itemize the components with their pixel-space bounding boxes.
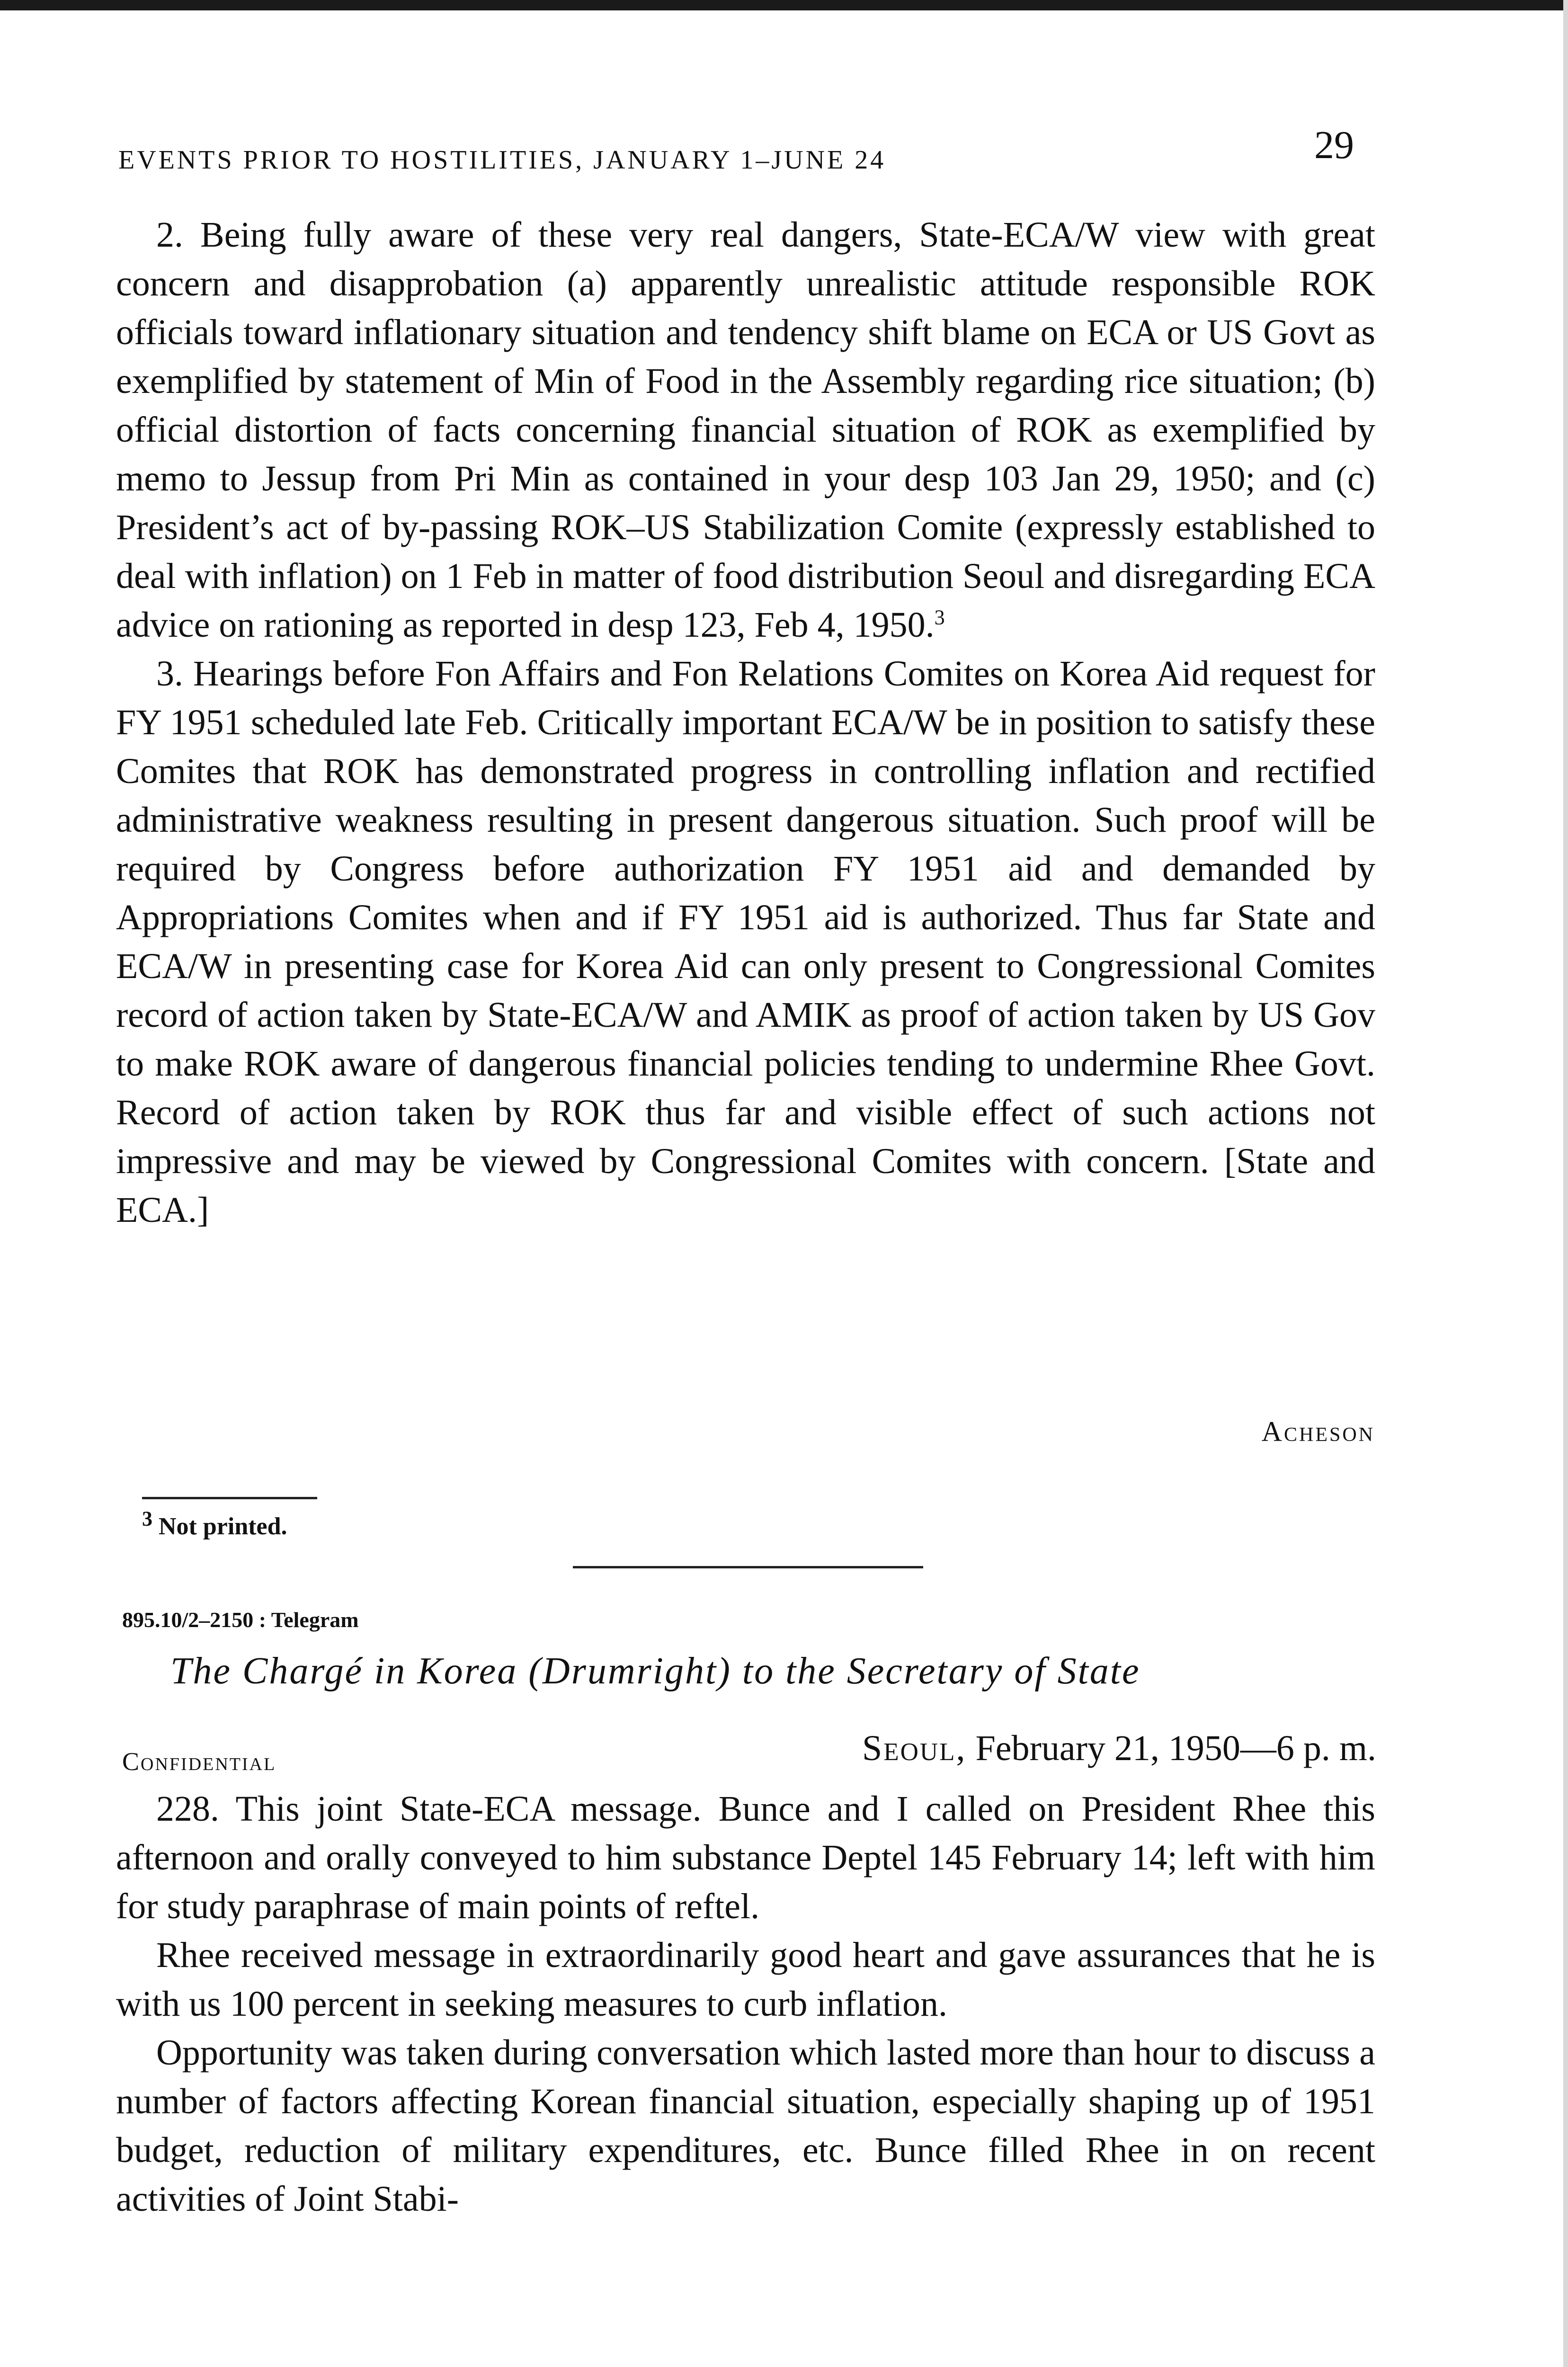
document-heading: The Chargé in Korea (Drumright) to the Secretary of State: [170, 1650, 1140, 1692]
telegram-paragraph-1: 228. This joint State-ECA message. Bunce and I called on President Rhee this afternoon and orally conveyed to him substance Deptel 145 February 14; left with him for study paraphrase of main points of reftel.: [116, 1789, 1375, 1926]
running-head-title: EVENTS PRIOR TO HOSTILITIES, JANUARY 1–JUNE 24: [118, 145, 886, 175]
footnote-mark: 3: [142, 1507, 152, 1531]
scan-right-edge: [1563, 0, 1568, 2367]
dateline-date: February 21, 1950—6 p. m.: [966, 1728, 1376, 1768]
telegram-continuation: [116, 211, 1375, 1235]
telegram-paragraph-3: Opportunity was taken during conversation which lasted more than hour to discuss a number of factors affecting Korean financial situation, especially shaping up of 1951 budget, reduction of military expenditures, etc. Bunce filled Rhee in on recent activities of Joint Stabi-: [116, 2033, 1375, 2219]
paragraph-2-text: 2. Being fully aware of these very real dangers, State-ECA/W view with great concern and disapprobation (a) apparently unrealistic attitude responsible ROK officials toward inflationary situation and tendency shift blame on ECA or US Govt as exemplified by statement of Min of Food in the Assembly regarding rice situation; (b) official distortion of facts concerning financial situation of ROK as exemplified by memo to Jessup from Pri Min as contained in your desp 103 Jan 29, 1950; and (c) President’s act of by-passing ROK–US Stabilization Comite (expressly established to deal with inflation) on 1 Feb in matter of food distribution Seoul and disregarding ECA advice on rationing as reported in desp 123, Feb 4, 1950.: [116, 215, 1375, 645]
classification: Confidential: [122, 1747, 276, 1776]
dateline: [862, 1728, 1376, 1769]
footnote-text: Not printed.: [159, 1513, 287, 1540]
footnote: [142, 1507, 287, 1540]
dateline-place: Seoul,: [862, 1728, 967, 1768]
footnote-reference: 3: [934, 605, 945, 629]
running-head: [118, 122, 1354, 175]
paragraph-2: [116, 211, 1375, 650]
page-number: 29: [1314, 123, 1354, 167]
telegram-body: [116, 1785, 1375, 2224]
footnote-rule: [142, 1497, 317, 1499]
file-reference: 895.10/2–2150 : Telegram: [122, 1608, 359, 1632]
signature: Acheson: [1261, 1416, 1375, 1447]
scan-top-edge: [0, 0, 1568, 10]
document-separator: [573, 1566, 923, 1568]
paragraph-3: 3. Hearings before Fon Affairs and Fon Relations Comites on Korea Aid request for FY 1951 scheduled late Feb. Critically important ECA/W be in position to satisfy these Comites that ROK has demonstrated progress in controlling inflation and rectified administrative weakness resulting in present dangerous situation. Such proof will be required by Congress before authorization FY 1951 aid and demanded by Appropriations Comites when and if FY 1951 aid is authorized. Thus far State and ECA/W in presenting case for Korea Aid can only present to Congressional Comites record of action taken by State-ECA/W and AMIK as proof of action taken by US Gov to make ROK aware of dangerous financial policies tending to undermine Rhee Govt. Record of action taken by ROK thus far and visible effect of such actions not impressive and may be viewed by Congressional Comites with concern. [State and ECA.]: [116, 654, 1375, 1230]
telegram-paragraph-2: Rhee received message in extraordinarily good heart and gave assurances that he is with us 100 percent in seeking measures to curb inflation.: [116, 1935, 1375, 2024]
